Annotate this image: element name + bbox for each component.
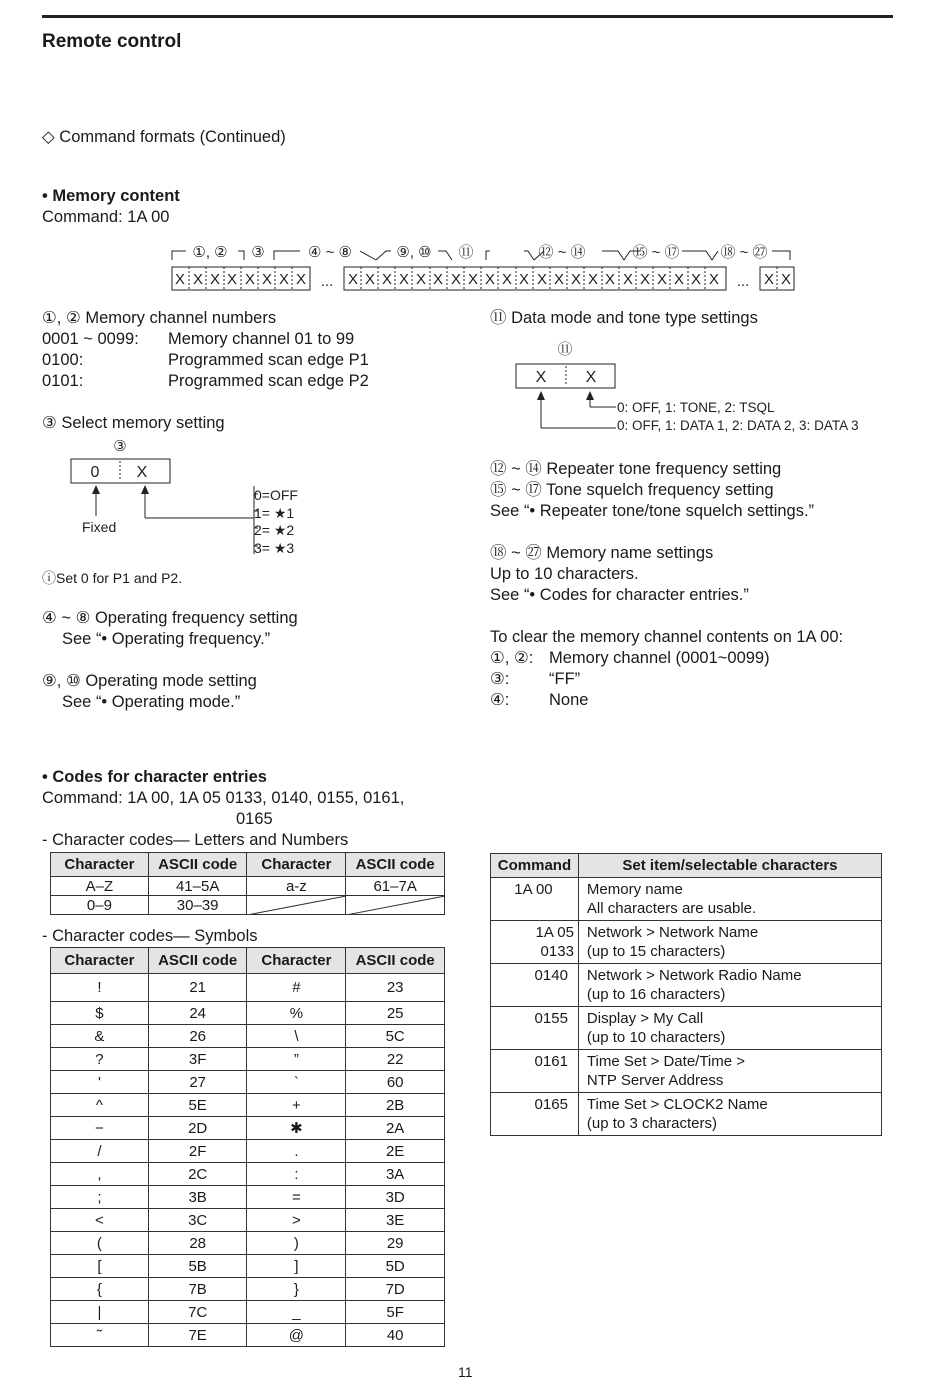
table-cell: ' [51, 1071, 149, 1094]
svg-text:X: X [587, 271, 599, 288]
opfreq-title: ④ ~ ⑧ Operating frequency setting [42, 609, 298, 627]
table-cell: ! [51, 974, 149, 1002]
table-cell: & [51, 1025, 149, 1048]
mem-label-sel: ③ [251, 244, 265, 261]
select-opt: 3= ★3 [254, 540, 295, 556]
mem-label-mode: ⑨, ⑩ [396, 244, 432, 261]
svg-text:X: X [261, 271, 273, 288]
svg-text:X: X [780, 271, 792, 288]
svg-text:X: X [690, 271, 702, 288]
col-header: Command [491, 854, 579, 878]
top-rule [42, 15, 893, 18]
svg-text:X: X [415, 271, 427, 288]
opfreq-see: See “• Operating frequency.” [62, 630, 271, 648]
table-cell: @ [247, 1324, 346, 1347]
table-cell: ; [51, 1186, 149, 1209]
mem-label-ch: ①, ② [192, 244, 228, 261]
svg-text:X: X [174, 271, 186, 288]
data-num: ⑪ [557, 341, 573, 358]
svg-text:X: X [639, 271, 651, 288]
table-row [51, 1232, 445, 1255]
data-box-x2: X [585, 369, 597, 386]
svg-text:X: X [226, 271, 238, 288]
table-row [51, 1117, 445, 1140]
name-title: ⑱ ~ ㉗ Memory name settings [490, 544, 714, 562]
table-cell: 2C [148, 1163, 247, 1186]
table-row [51, 1025, 445, 1048]
clear-key: ④: [490, 691, 510, 709]
col-header: Set item/selectable characters [578, 854, 881, 878]
name-upto: Up to 10 characters. [490, 565, 639, 583]
col-header: ASCII code [148, 948, 247, 974]
section-title: ◇ Command formats (Continued) [42, 128, 286, 146]
svg-text:X: X [209, 271, 221, 288]
svg-text:X: X [604, 271, 616, 288]
table-row: 0140 Network > Network Radio Name (up to 16 characters) [491, 964, 882, 1007]
channel-row-code: 0001 ~ 0099: [42, 330, 139, 348]
svg-text:X: X [244, 271, 256, 288]
svg-text:...: ... [320, 273, 334, 290]
table-cell: ✱ [247, 1117, 346, 1140]
table-cell: + [247, 1094, 346, 1117]
table-cell: 28 [148, 1232, 247, 1255]
table-cell: 21 [148, 974, 247, 1002]
svg-text:X: X [192, 271, 204, 288]
svg-text:X: X [450, 271, 462, 288]
svg-text:X: X [278, 271, 290, 288]
svg-text:X: X [656, 271, 668, 288]
table-cell: 3A [346, 1163, 445, 1186]
svg-text:X: X [622, 271, 634, 288]
table-cell: > [247, 1209, 346, 1232]
name-see: See “• Codes for character entries.” [490, 586, 749, 604]
table-cell: 2E [346, 1140, 445, 1163]
empty-cell [247, 896, 346, 915]
table-row [51, 974, 445, 1002]
letters-title: - Character codes— Letters and Numbers [42, 831, 349, 849]
codes-command-2: 0165 [236, 810, 273, 828]
select-note: ⓘSet 0 for P1 and P2. [42, 570, 183, 586]
table-row: A–Z 41–5A a-z 61–7A [51, 877, 445, 896]
table-row [51, 1140, 445, 1163]
table-cell: 7C [148, 1301, 247, 1324]
select-box-x: X [136, 464, 148, 481]
table-row [51, 1324, 445, 1347]
table-row: 0165 Time Set > CLOCK2 Name (up to 3 characters) [491, 1093, 882, 1136]
table-cell: 5E [148, 1094, 247, 1117]
col-header: ASCII code [346, 853, 445, 877]
table-cell: 29 [346, 1232, 445, 1255]
page-number: 11 [458, 1364, 473, 1380]
table-row [51, 1163, 445, 1186]
table-cell: 25 [346, 1002, 445, 1025]
svg-text:X: X [553, 271, 565, 288]
table-row [51, 1048, 445, 1071]
table-cell: % [247, 1002, 346, 1025]
table-cell: 60 [346, 1071, 445, 1094]
select-opt: 0=OFF [254, 487, 298, 503]
svg-text:X: X [347, 271, 359, 288]
clear-key: ①, ②: [490, 649, 534, 667]
table-row [51, 1094, 445, 1117]
opmode-see: See “• Operating mode.” [62, 693, 241, 711]
data-mode-title: ⑪ Data mode and tone type settings [490, 309, 758, 327]
table-cell: 24 [148, 1002, 247, 1025]
table-cell: 3E [346, 1209, 445, 1232]
table-row [51, 1278, 445, 1301]
table-row [51, 1186, 445, 1209]
table-cell: ^ [51, 1094, 149, 1117]
codes-command-1: Command: 1A 00, 1A 05 0133, 0140, 0155, 0161, [42, 789, 405, 807]
svg-text:X: X [763, 271, 775, 288]
col-header: ASCII code [346, 948, 445, 974]
col-header: Character [51, 948, 149, 974]
table-cell: [ [51, 1255, 149, 1278]
table-cell: 26 [148, 1025, 247, 1048]
table-cell: / [51, 1140, 149, 1163]
table-cell: < [51, 1209, 149, 1232]
svg-text:X: X [432, 271, 444, 288]
symbols-table [50, 947, 445, 1347]
data-line-1: 0: OFF, 1: TONE, 2: TSQL [617, 400, 775, 415]
table-cell: 5F [346, 1301, 445, 1324]
select-num: ③ [113, 438, 127, 455]
symbols-title: - Character codes— Symbols [42, 927, 258, 945]
svg-text:X: X [467, 271, 479, 288]
table-cell: 23 [346, 974, 445, 1002]
table-row [51, 1002, 445, 1025]
table-row: 1A 00 Memory name All characters are usable. [491, 878, 882, 921]
table-cell: # [247, 974, 346, 1002]
clear-title: To clear the memory channel contents on 1A 00: [490, 628, 844, 646]
select-memory-diagram [42, 434, 322, 566]
table-cell: ` [247, 1071, 346, 1094]
table-cell: { [51, 1278, 149, 1301]
page-title: Remote control [42, 31, 182, 52]
letters-table [50, 852, 445, 915]
table-cell: ? [51, 1048, 149, 1071]
memory-command: Command: 1A 00 [42, 208, 170, 226]
command-table [490, 853, 882, 1136]
mem-label-data: ⑪ [458, 244, 474, 261]
mem-label-rep: ⑫ ~ ⑭ [538, 244, 586, 261]
svg-text:X: X [295, 271, 307, 288]
svg-text:X: X [364, 271, 376, 288]
mem-label-tsq: ⑮ ~ ⑰ [632, 244, 680, 261]
table-cell: 3C [148, 1209, 247, 1232]
table-cell: 3B [148, 1186, 247, 1209]
table-cell: 2D [148, 1117, 247, 1140]
mem-label-freq: ④ ~ ⑧ [308, 244, 352, 261]
data-box-x1: X [535, 369, 547, 386]
select-fixed: Fixed [82, 519, 117, 535]
svg-text:...: ... [736, 273, 750, 290]
table-row [51, 1071, 445, 1094]
tsq-title: ⑮ ~ ⑰ Tone squelch frequency setting [490, 481, 774, 499]
channel-row-desc: Memory channel 01 to 99 [168, 330, 355, 348]
col-header: Character [247, 853, 346, 877]
table-cell: ” [247, 1048, 346, 1071]
table-cell: : [247, 1163, 346, 1186]
table-cell: , [51, 1163, 149, 1186]
memory-format-diagram [160, 238, 810, 298]
clear-val: None [549, 691, 589, 709]
svg-text:X: X [518, 271, 530, 288]
select-title: ③ Select memory setting [42, 414, 225, 432]
table-cell: \ [247, 1025, 346, 1048]
table-cell: 5B [148, 1255, 247, 1278]
table-cell: 2F [148, 1140, 247, 1163]
col-header: ASCII code [148, 853, 247, 877]
table-cell: | [51, 1301, 149, 1324]
channel-row-code: 0100: [42, 351, 84, 369]
channel-title: ①, ② Memory channel numbers [42, 309, 277, 327]
table-cell: 2B [346, 1094, 445, 1117]
table-row: 0161 Time Set > Date/Time > NTP Server Address [491, 1050, 882, 1093]
table-row: 0–9 30–39 [51, 896, 445, 915]
select-opt: 1= ★1 [254, 505, 295, 521]
table-cell: } [247, 1278, 346, 1301]
table-cell: 22 [346, 1048, 445, 1071]
table-row [51, 1209, 445, 1232]
col-header: Character [247, 948, 346, 974]
svg-text:X: X [501, 271, 513, 288]
table-cell: ( [51, 1232, 149, 1255]
select-opt: 2= ★2 [254, 522, 295, 538]
table-cell: $ [51, 1002, 149, 1025]
data-mode-diagram [500, 334, 880, 438]
clear-val: “FF” [549, 670, 581, 688]
table-cell: 27 [148, 1071, 247, 1094]
table-cell: ] [247, 1255, 346, 1278]
table-cell: = [247, 1186, 346, 1209]
svg-text:X: X [381, 271, 393, 288]
table-cell: _ [247, 1301, 346, 1324]
table-cell: 7E [148, 1324, 247, 1347]
channel-row-code: 0101: [42, 372, 84, 390]
mem-cells [175, 271, 791, 290]
table-cell: . [247, 1140, 346, 1163]
opmode-title: ⑨, ⑩ Operating mode setting [42, 672, 257, 690]
svg-text:X: X [398, 271, 410, 288]
select-box-0: 0 [90, 464, 100, 481]
svg-text:X: X [536, 271, 548, 288]
table-cell: 5D [346, 1255, 445, 1278]
col-header: Character [51, 853, 149, 877]
svg-text:X: X [484, 271, 496, 288]
empty-cell [346, 896, 445, 915]
table-cell: ) [247, 1232, 346, 1255]
repeater-tone-title: ⑫ ~ ⑭ Repeater tone frequency setting [490, 460, 782, 478]
table-row [51, 1301, 445, 1324]
table-cell: 40 [346, 1324, 445, 1347]
table-cell: 3F [148, 1048, 247, 1071]
tone-see: See “• Repeater tone/tone squelch settings.” [490, 502, 815, 520]
table-cell: 7D [346, 1278, 445, 1301]
clear-key: ③: [490, 670, 510, 688]
codes-heading: • Codes for character entries [42, 768, 267, 786]
memory-heading: • Memory content [42, 187, 180, 205]
table-cell: 2A [346, 1117, 445, 1140]
table-cell: ˜ [51, 1324, 149, 1347]
table-cell: 7B [148, 1278, 247, 1301]
table-cell: 5C [346, 1025, 445, 1048]
mem-label-name: ⑱ ~ ㉗ [720, 244, 768, 261]
channel-row-desc: Programmed scan edge P1 [168, 351, 369, 369]
table-row [51, 1255, 445, 1278]
table-row: 1A 05 0133 Network > Network Name (up to 15 characters) [491, 921, 882, 964]
table-row: 0155 Display > My Call (up to 10 characters) [491, 1007, 882, 1050]
svg-text:X: X [673, 271, 685, 288]
svg-text:X: X [708, 271, 720, 288]
table-cell: 3D [346, 1186, 445, 1209]
channel-row-desc: Programmed scan edge P2 [168, 372, 369, 390]
svg-text:X: X [570, 271, 582, 288]
table-cell: − [51, 1117, 149, 1140]
clear-val: Memory channel (0001~0099) [549, 649, 770, 667]
data-line-2: 0: OFF, 1: DATA 1, 2: DATA 2, 3: DATA 3 [617, 418, 859, 433]
